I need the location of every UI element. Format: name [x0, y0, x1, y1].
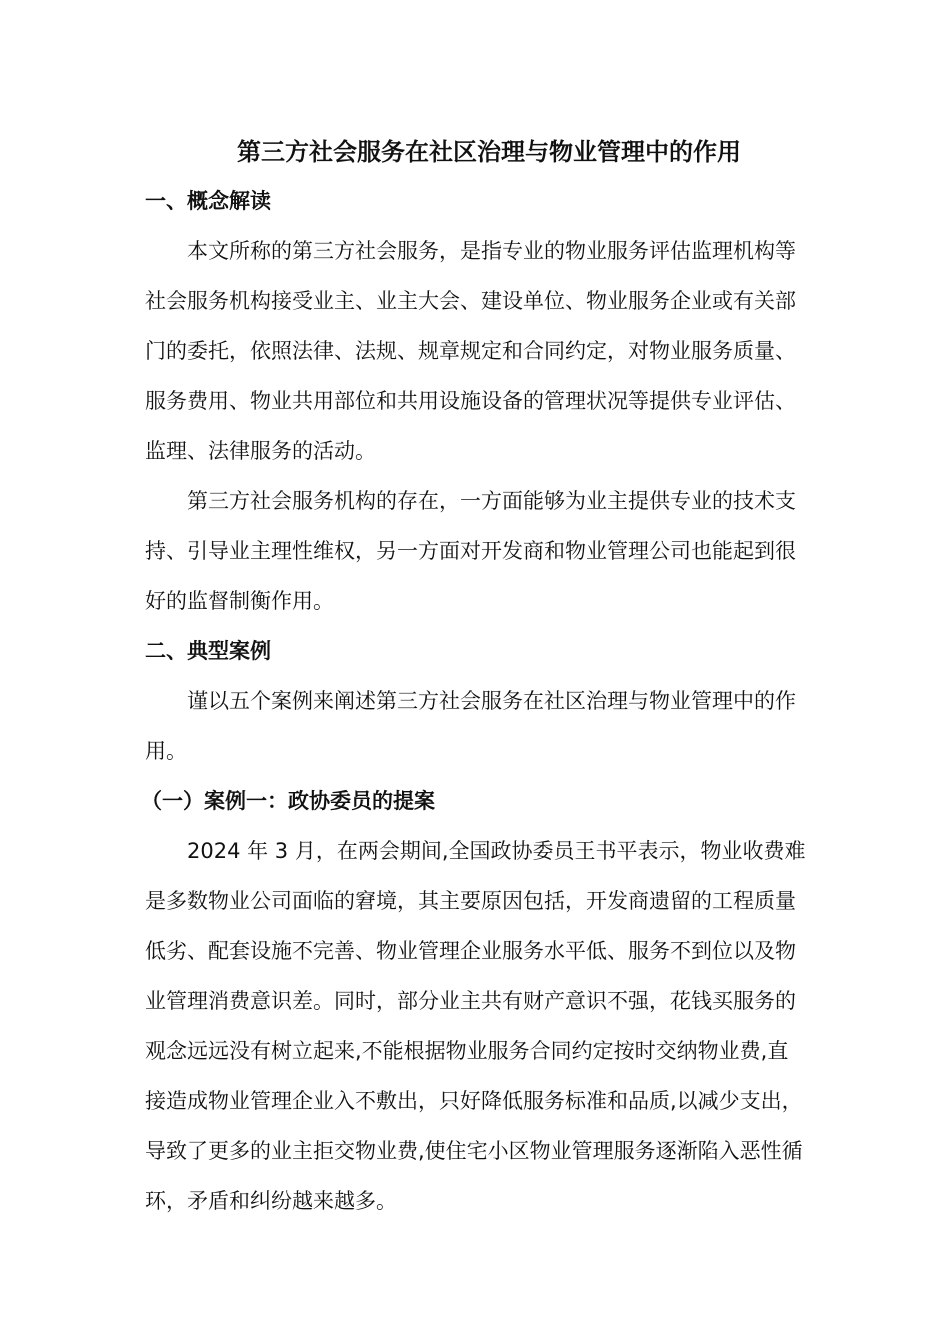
- paragraph-role: [145, 476, 843, 626]
- paragraph-line: 好的监督制衡作用。: [145, 589, 334, 613]
- paragraph-line: 2024 年 3 月，在两会期间,全国政协委员王书平表示，物业收费难: [187, 839, 806, 863]
- paragraph-line: 业管理消费意识差。同时，部分业主共有财产意识不强，花钱买服务的: [145, 989, 796, 1013]
- paragraph-line: 接造成物业管理企业入不敷出，只好降低服务标准和品质,以减少支出，: [145, 1089, 803, 1113]
- document-page: [141, 128, 843, 1226]
- paragraph-line: 低劣、配套设施不完善、物业管理企业服务水平低、服务不到位以及物: [145, 939, 796, 963]
- paragraph-line: 社会服务机构接受业主、业主大会、建设单位、物业服务企业或有关部: [145, 289, 796, 313]
- paragraph-line: 门的委托，依照法律、法规、规章规定和合同约定，对物业服务质量、: [145, 339, 796, 363]
- paragraph-line: 持、引导业主理性维权，另一方面对开发商和物业管理公司也能起到很: [145, 539, 796, 563]
- section-heading-cases: 二、典型案例: [145, 639, 271, 663]
- paragraph-line: 本文所称的第三方社会服务，是指专业的物业服务评估监理机构等: [187, 239, 796, 263]
- document-title: 第三方社会服务在社区治理与物业管理中的作用: [237, 138, 741, 166]
- section-heading-concept: 一、概念解读: [145, 189, 271, 213]
- paragraph-line: 服务费用、物业共用部位和共用设施设备的管理状况等提供专业评估、: [145, 389, 796, 413]
- paragraph-definition: [145, 226, 843, 476]
- paragraph-cases-intro: [145, 676, 843, 776]
- paragraph-line: 是多数物业公司面临的窘境，其主要原因包括，开发商遗留的工程质量: [145, 889, 796, 913]
- paragraph-line: 谨以五个案例来阐述第三方社会服务在社区治理与物业管理中的作: [187, 689, 796, 713]
- paragraph-line: 第三方社会服务机构的存在，一方面能够为业主提供专业的技术支: [187, 489, 796, 513]
- paragraph-line: 导致了更多的业主拒交物业费,使住宅小区物业管理服务逐渐陷入恶性循: [145, 1139, 803, 1163]
- paragraph-line: 用。: [145, 739, 187, 763]
- paragraph-line: 监理、法律服务的活动。: [145, 439, 376, 463]
- paragraph-case1: [145, 826, 843, 1226]
- paragraph-line: 环，矛盾和纠纷越来越多。: [145, 1189, 397, 1213]
- subsection-heading-case1: （一）案例一：政协委员的提案: [141, 789, 435, 813]
- paragraph-line: 观念远远没有树立起来,不能根据物业服务合同约定按时交纳物业费,直: [145, 1039, 789, 1063]
